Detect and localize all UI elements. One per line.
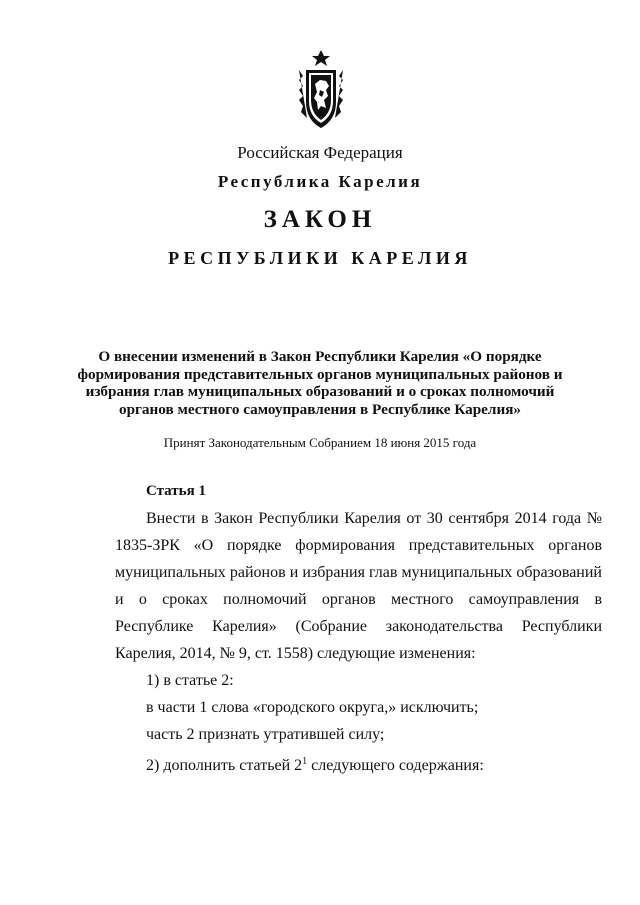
law-heading <box>0 348 640 418</box>
republic-name: Республика Карелия <box>217 172 423 191</box>
adoption-note: Принят Законодательным Собранием 18 июня 2015 года <box>163 435 477 450</box>
heading-line: избрания глав муниципальных образований и о сроках полномочий <box>85 383 555 400</box>
article-body <box>115 505 602 779</box>
article-title: Статья 1 <box>146 483 206 499</box>
list-item <box>115 748 602 779</box>
item2-text: 2) дополнить статьей 2 <box>146 757 303 774</box>
heading-line: органов местного самоуправления в Республике Карелия» <box>118 400 522 418</box>
karelia-coat-of-arms-icon <box>293 50 349 134</box>
article-intro: Внести в Закон Республики Карелия от 30 сентября 2014 года № 1835-ЗРК «О порядке формирования представительных органов муниципальных районов и избрания глав муниципальных образований и о сроках полномочий органов местного самоуправления в Республике Карелия» (Собрание законодательства Республики Карелия, 2014, № 9, ст. 1558) следующие изменения: <box>115 510 602 662</box>
law-subtitle: РЕСПУБЛИКИ КАРЕЛИЯ <box>168 248 472 268</box>
item2-superscript: 1 <box>302 756 308 767</box>
list-item: часть 2 признать утратившей силу; <box>146 726 385 743</box>
federation-name: Российская Федерация <box>237 143 403 162</box>
list-item: 1) в статье 2: <box>146 672 234 689</box>
heading-line: О внесении изменений в Закон Республики Карелия «О порядке <box>98 348 542 365</box>
list-item: в части 1 слова «городского округа,» исключить; <box>146 699 479 716</box>
heading-line: формирования представительных органов муниципальных районов и <box>77 365 563 383</box>
law-title: ЗАКОН <box>263 206 377 233</box>
item2-tail: следующего содержания: <box>307 757 484 774</box>
